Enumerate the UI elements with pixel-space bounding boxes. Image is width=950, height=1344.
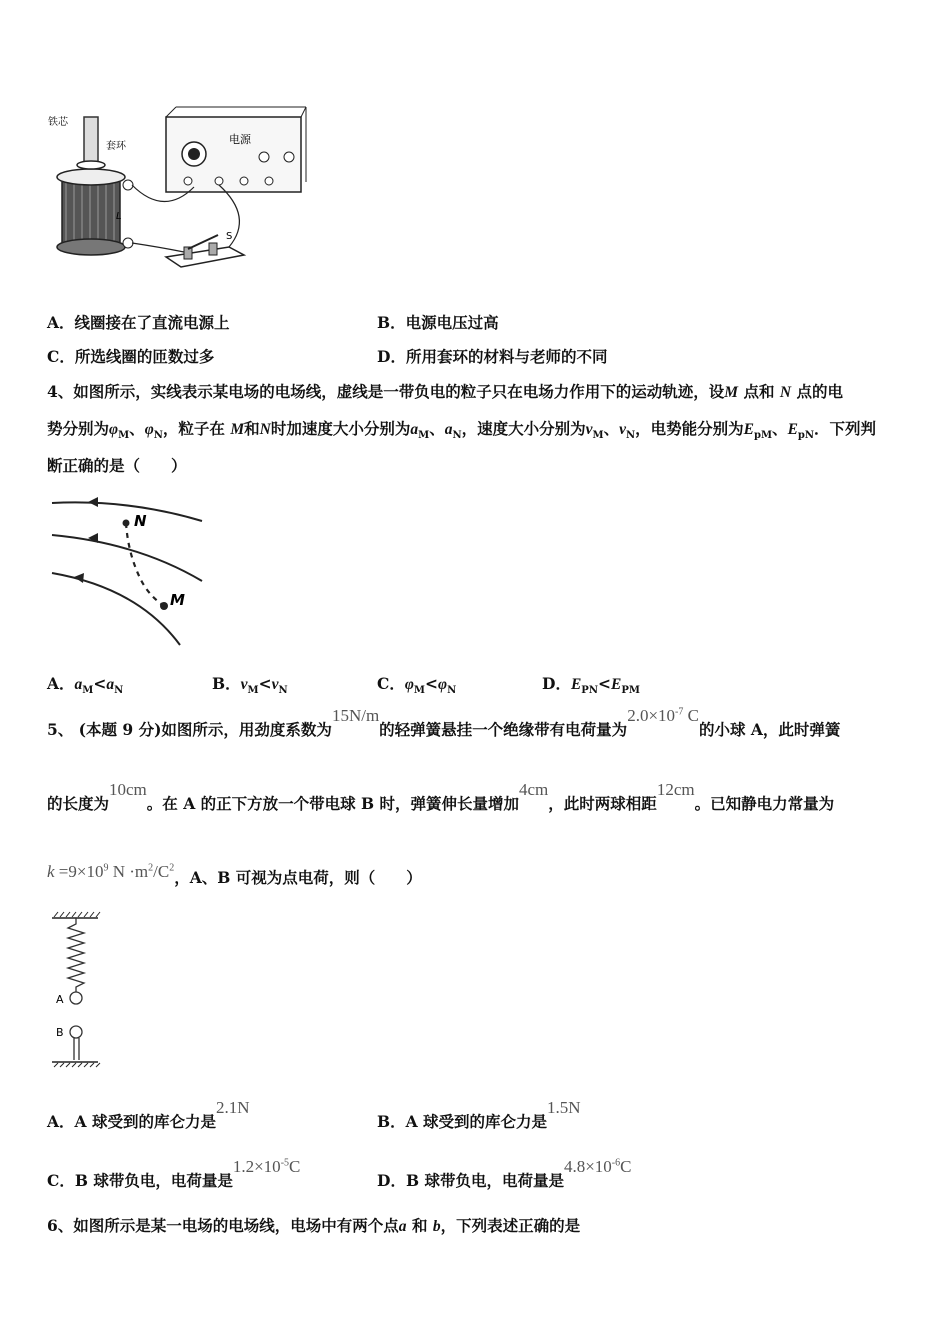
- ball-B-label: B: [56, 1026, 64, 1039]
- q4-option-c: C．$\varphi_M<\varphi_N$: [377, 674, 457, 697]
- q5-line-2: 的长度为10cm。在 A 的正下方放一个带电球 B 时，弹簧伸长量增加4cm，此时两球相距12cm。已知静电力常量为: [47, 780, 835, 813]
- ball-A-label: A: [56, 993, 64, 1006]
- label-L: L: [116, 211, 122, 222]
- q4-line-3: 断正确的是（ ）: [47, 456, 187, 475]
- q5-option-b: B．A 球受到的库仑力是1.5N: [377, 1098, 581, 1131]
- coil-apparatus-figure: [44, 97, 314, 272]
- label-ring: 套环: [106, 141, 126, 152]
- q5-line-3: $k =9\times 10^9$ $N \cdot m^2/C^2$，A、B 可视为点电荷，则（ ）: [47, 862, 422, 887]
- q3-option-b: B．电源电压过高: [377, 313, 499, 332]
- q4-option-a: A．$a_M<a_N$: [47, 674, 124, 697]
- label-power: 电源: [229, 133, 251, 146]
- label-iron-core: 铁芯: [48, 117, 68, 128]
- q5-option-c: C．B 球带负电，电荷量是$1.2\times 10^{-5}C$: [47, 1157, 301, 1190]
- q6-stem: 6、如图所示是某一电场的电场线，电场中有两个点a 和 b，下列表述正确的是: [47, 1216, 581, 1235]
- spring-figure: [50, 910, 110, 1070]
- q3-option-d: D．所用套环的材料与老师的不同: [377, 347, 608, 366]
- label-S: S: [226, 231, 233, 242]
- q4-line-1: 4、如图所示，实线表示某电场的电场线，虚线是一带负电的粒子只在电场力作用下的运动轨迹，设M 点和 N 点的电: [47, 382, 843, 401]
- field-lines-figure: [48, 493, 208, 648]
- q4-line-2: 势分别为$\varphi_M$、$\varphi_N$，粒子在 M和N时加速度大小分别为$a_M$、$a_N$，速度大小分别为$v_M$、$v_N$，电势能分别为$E_{pM}$、$E_{pN}$．下列判: [47, 419, 877, 442]
- point-N-label: N: [134, 512, 147, 530]
- q4-option-d: D．$E_{PN}<E_{PM}$: [542, 674, 640, 697]
- point-M-label: M: [170, 591, 185, 609]
- q5-option-d: D．B 球带负电，电荷量是$4.8\times 10^{-6}C$: [377, 1157, 632, 1190]
- q5-line-1: 5、 (本题 9 分)如图所示，用劲度系数为15N/m的轻弹簧悬挂一个绝缘带有电荷量为$2.0\times 10^{-7}$ C的小球 A，此时弹簧: [47, 706, 841, 739]
- q4-option-b: B．$v_M<v_N$: [212, 674, 288, 697]
- q3-option-c: C．所选线圈的匝数过多: [47, 347, 215, 366]
- q3-option-a: A．线圈接在了直流电源上: [47, 313, 230, 332]
- q5-option-a: A．A 球受到的库仑力是2.1N: [47, 1098, 250, 1131]
